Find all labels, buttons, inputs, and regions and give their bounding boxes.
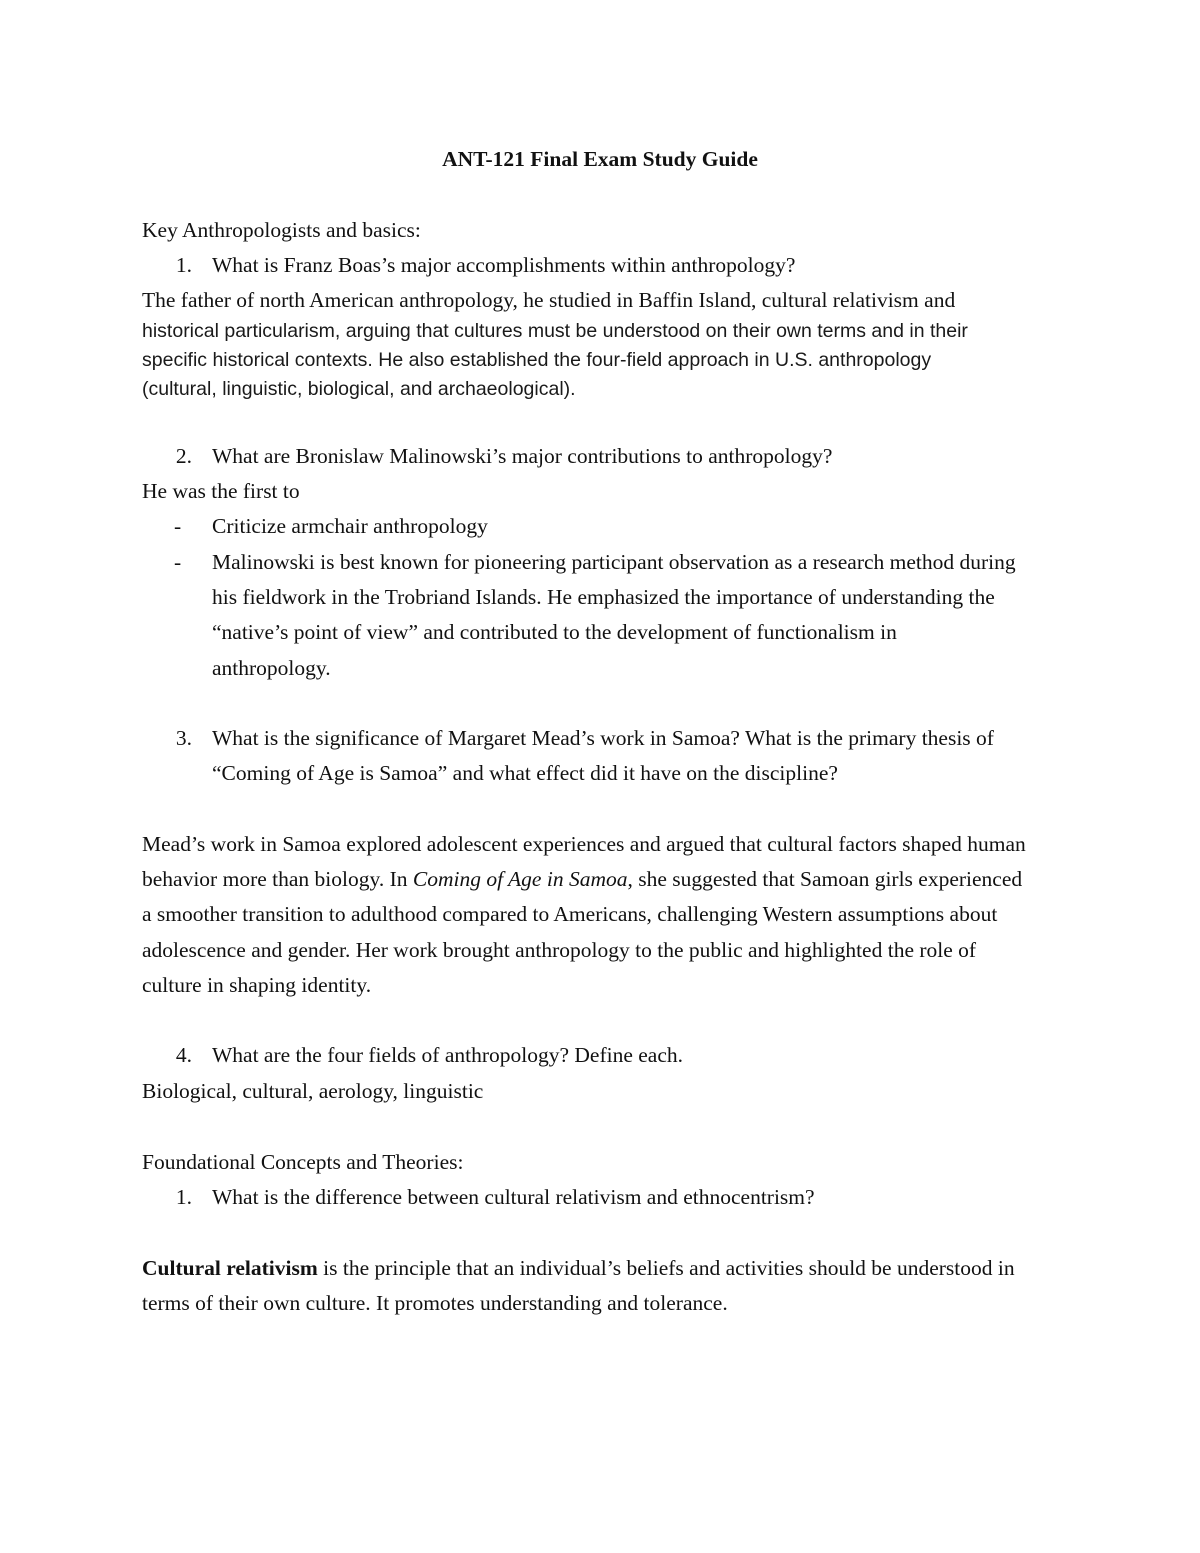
bullet-text: his fieldwork in the Trobriand Islands. He emphasized the importance of understanding the bbox=[212, 585, 995, 609]
section-heading-foundational-concepts: Foundational Concepts and Theories: bbox=[142, 1150, 464, 1174]
answer-line: terms of their own culture. It promotes understanding and tolerance. bbox=[142, 1291, 728, 1315]
answer-line: The father of north American anthropology, he studied in Baffin Island, cultural relativism and bbox=[142, 288, 956, 312]
document-title: ANT-121 Final Exam Study Guide bbox=[442, 147, 758, 171]
question-text: What is Franz Boas’s major accomplishments within anthropology? bbox=[212, 253, 796, 277]
answer-text: , she suggested that Samoan girls experienced bbox=[627, 867, 1023, 891]
bullet-dash: - bbox=[174, 550, 182, 574]
question-number: 1. bbox=[175, 1185, 192, 1209]
answer-line: Biological, cultural, aerology, linguistic bbox=[142, 1079, 484, 1103]
bullet-text: Criticize armchair anthropology bbox=[212, 514, 488, 538]
answer-intro: He was the first to bbox=[142, 479, 300, 503]
answer-text: behavior more than biology. In bbox=[142, 867, 413, 891]
question-number: 1. bbox=[175, 253, 192, 277]
book-title: Coming of Age in Samoa bbox=[412, 867, 628, 891]
bullet-text: “native’s point of view” and contributed to the development of functionalism in bbox=[212, 620, 897, 644]
answer-line: specific historical contexts. He also established the four-field approach in U.S. anthropology bbox=[142, 349, 932, 371]
answer-line bbox=[142, 869, 1022, 891]
question-text: “Coming of Age is Samoa” and what effect did it have on the discipline? bbox=[212, 761, 838, 785]
answer-line: Mead’s work in Samoa explored adolescent experiences and argued that cultural factors shaped human bbox=[142, 832, 1026, 856]
question-text: What are the four fields of anthropology? Define each. bbox=[212, 1043, 684, 1067]
question-number: 2. bbox=[175, 444, 192, 468]
question-number: 4. bbox=[175, 1043, 192, 1067]
bullet-dash: - bbox=[174, 514, 182, 538]
question-number: 3. bbox=[175, 726, 192, 750]
bullet-text: Malinowski is best known for pioneering participant observation as a research method during bbox=[212, 550, 1016, 574]
answer-line: historical particularism, arguing that cultures must be understood on their own terms and in their bbox=[142, 320, 968, 342]
bullet-text: anthropology. bbox=[212, 656, 331, 680]
answer-line: (cultural, linguistic, biological, and archaeological). bbox=[142, 378, 576, 400]
question-text: What is the significance of Margaret Mead’s work in Samoa? What is the primary thesis of bbox=[212, 726, 994, 750]
answer-text: is the principle that an individual’s beliefs and activities should be understood in bbox=[317, 1256, 1015, 1280]
answer-line bbox=[142, 1258, 1015, 1280]
answer-line: a smoother transition to adulthood compared to Americans, challenging Western assumptions about bbox=[142, 902, 998, 926]
question-text: What are Bronislaw Malinowski’s major contributions to anthropology? bbox=[212, 444, 833, 468]
question-text: What is the difference between cultural relativism and ethnocentrism? bbox=[212, 1185, 815, 1209]
answer-line: culture in shaping identity. bbox=[142, 973, 372, 997]
term-bold: Cultural relativism bbox=[142, 1256, 318, 1280]
section-heading-key-anthropologists: Key Anthropologists and basics: bbox=[142, 218, 421, 242]
answer-line: adolescence and gender. Her work brought anthropology to the public and highlighted the role of bbox=[142, 938, 977, 962]
